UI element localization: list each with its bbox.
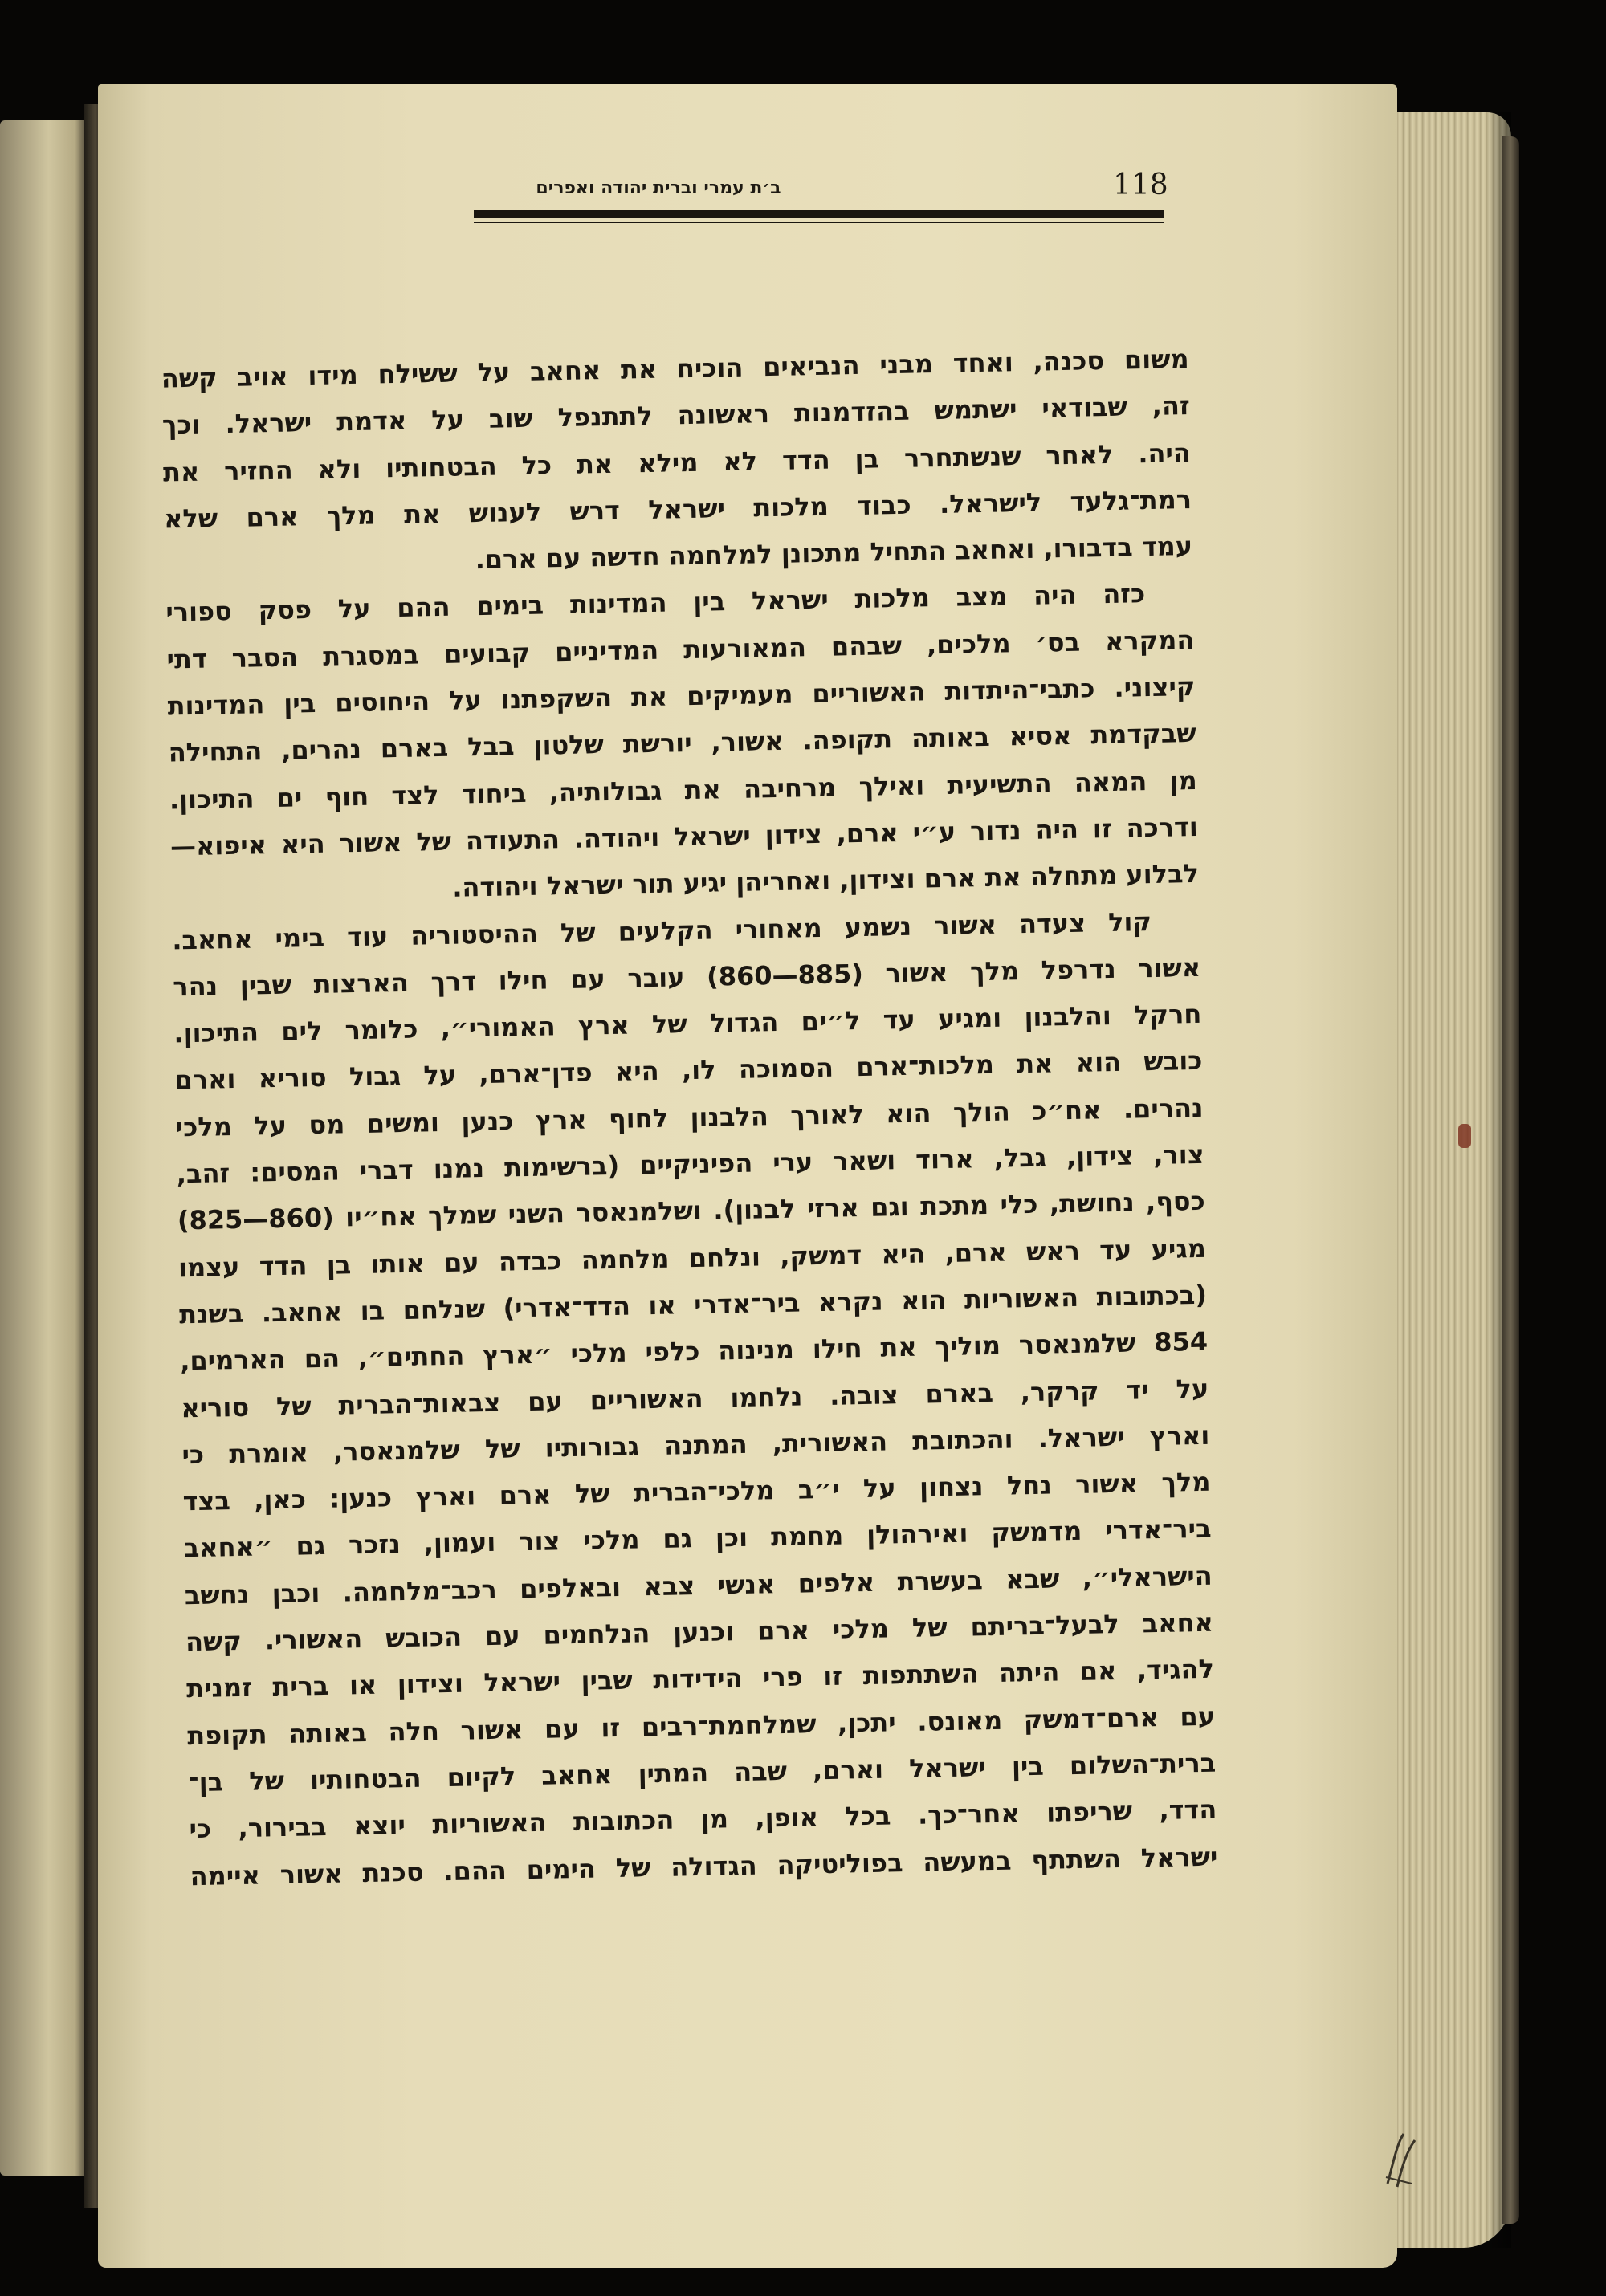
text-line: ברית־השלום בין ישראל וארם, שבה המתין אחאב לקיום הבטחותיו של בן־ <box>188 1747 1217 1798</box>
text-line: אחאב לבעל־בריתם של מלכי ארם וכנען הנלחמים עם הכובש האשורי. קשה <box>185 1606 1214 1658</box>
text-line: עמד בדבורו, ואחאב התחיל מתכונן למלחמה חדשה עם ארם. <box>475 531 1193 576</box>
text-line: נהרים. אח״כ הולך הוא לאורך הלבנון לחוף ארץ כנען ומשים מס על מלכי <box>175 1092 1204 1143</box>
text-line: כסף, נחושת, כלי מתכת וגם ארזי לבנון). ושלמנאסר השני שמלך אח״יו (860—825) <box>177 1186 1206 1236</box>
text-line: המקרא בס׳ מלכים, שבהם המאורעות המדיניים קבועים במסגרת הסבר דתי <box>166 624 1195 675</box>
text-line: משום סכנה, ואחד מבני הנביאים הוכיח את אחאב על ששילח מידו אויב קשה <box>161 343 1189 394</box>
text-line: זה, שבודאי ישתמש בהזדמנות ראשונה לתתנפל שוב על אדמת ישראל. וכך <box>161 390 1191 441</box>
left-facing-page-edge <box>0 120 88 2176</box>
text-line: ישראל השתתף במעשה בפוליטיקה הגדולה של הימים ההם. סכנת אשור איימה <box>190 1841 1218 1891</box>
running-head-rule-thin <box>474 222 1164 223</box>
text-line: רמת־גלעד לישראל. כבוד מלכות ישראל דרש לענוש את מלך ארם שלא <box>163 483 1192 535</box>
text-line: מגיע עד ראש ארם, היא דמשק, ונלחם מלחמה כבדה עם אותו בן הדד עצמו <box>177 1232 1207 1284</box>
running-head-title: ב׳ת עמרי וברית יהודה ואפרים <box>536 178 781 198</box>
text-line: וארץ ישראל. והכתובת האשורית, המתנה גבורותיו של שלמנאסר, אומרת כי <box>181 1419 1210 1471</box>
text-line: הדד, שריפתו אחר־כך. בכל אופן, מן הכתובות האשוריות יוצא בבירור, כי <box>189 1793 1217 1845</box>
text-line: ודרכה זו היה נדור ע״י ארם, צידון ישראל ויהודה. התעודה של אשור היא איפוא— <box>169 811 1199 862</box>
text-line: עם ארם־דמשק מאונס. יתכן, שמלחמת־רבים זו עם אשור חלה באותה תקופת <box>186 1700 1216 1751</box>
running-head-rule <box>474 210 1164 218</box>
text-line: מלך אשור נחל נצחון על י״ב מלכי־הברית של ארם וארץ כנען: כאן, בצד <box>182 1466 1211 1517</box>
page-number: 118 <box>1113 169 1168 202</box>
text-line: אשור נדרפל מלך אשור (885—860) עובר עם חילו דרך הארצות שבין נהר <box>172 951 1201 1003</box>
text-line: היה. לאחר שנשתחרר בן הדד לא מילא את כל הבטחותיו ולא החזיר את <box>162 437 1192 488</box>
book-cover-edge <box>1502 136 1519 2224</box>
text-line: הישראלי״, שבא בעשרת אלפים אנשי צבא ובאלפים רכב־מלחמה. וכבן נחשב <box>184 1560 1213 1611</box>
text-line: על יד קרקר, בארם צובה. נלחמו האשוריים עם צבאות־הברית של סוריא <box>181 1373 1209 1423</box>
page-stack-edge <box>1391 112 1511 2248</box>
text-line: צור, צידון, גבל, ארוד ושאר ערי הפיניקיים (ברשימות נמנו דברי המסים: זהב, <box>176 1138 1204 1190</box>
text-line: מן המאה התשיעית ואילך מרחיבה את גבולותיה, ביחוד לצד חוף ים התיכון. <box>169 764 1197 816</box>
text-line: קול צעדה אשור נשמע מאחורי הקלעים של ההיסטוריה עוד בימי אחאב. <box>171 906 1152 955</box>
text-line: כובש הוא את מלכות־ארם הסמוכה לו, היא פדן־ארם, על גבול סוריא וארם <box>174 1045 1203 1096</box>
text-line: 854 שלמנאסר מוליך את חילו מנינוה כלפי מלכי ״ארץ החתים״, הם הארמים, <box>179 1326 1209 1377</box>
text-line: לבלוע מתחלה את ארם וצידון, ואחריהן יגיע תור ישראל ויהודה. <box>451 858 1200 903</box>
text-line: ביר־אדרי מדמשק ואירהולן מחמת וכן גם מלכי צור ועמון, נזכר גם ״אחאב <box>183 1513 1212 1564</box>
text-line: כזה היה מצב מלכות ישראל בין המדינות בימים ההם על פסק ספורי <box>165 578 1146 628</box>
page-corner-handwritten-mark <box>1380 2127 1425 2192</box>
text-line: חרקל והלבנון ומגיע עד ל״ים הגדול של ארץ האמורי״, כלומר לים התיכון. <box>173 999 1202 1049</box>
text-line: להגיד, אם היתה השתתפות זו פרי הידידות שבין ישראל וצידון או ברית זמנית <box>185 1654 1215 1704</box>
text-line: קיצוני. כתבי־היתדות האשוריים מעמיקים את השקפתנו על היחוסים בין המדינות <box>167 671 1196 722</box>
body-text <box>161 336 1218 1899</box>
text-line: שבקדמת אסיא באותה תקופה. אשור, יורשת שלטון בבל בארם נהרים, התחילה <box>168 718 1196 768</box>
page-edge-mark <box>1458 1124 1471 1148</box>
text-line: (בכתובות האשוריות הוא נקרא ביר־אדרי או הדד־אדרי) שנלחם בו אחאב. בשנת <box>178 1279 1208 1330</box>
